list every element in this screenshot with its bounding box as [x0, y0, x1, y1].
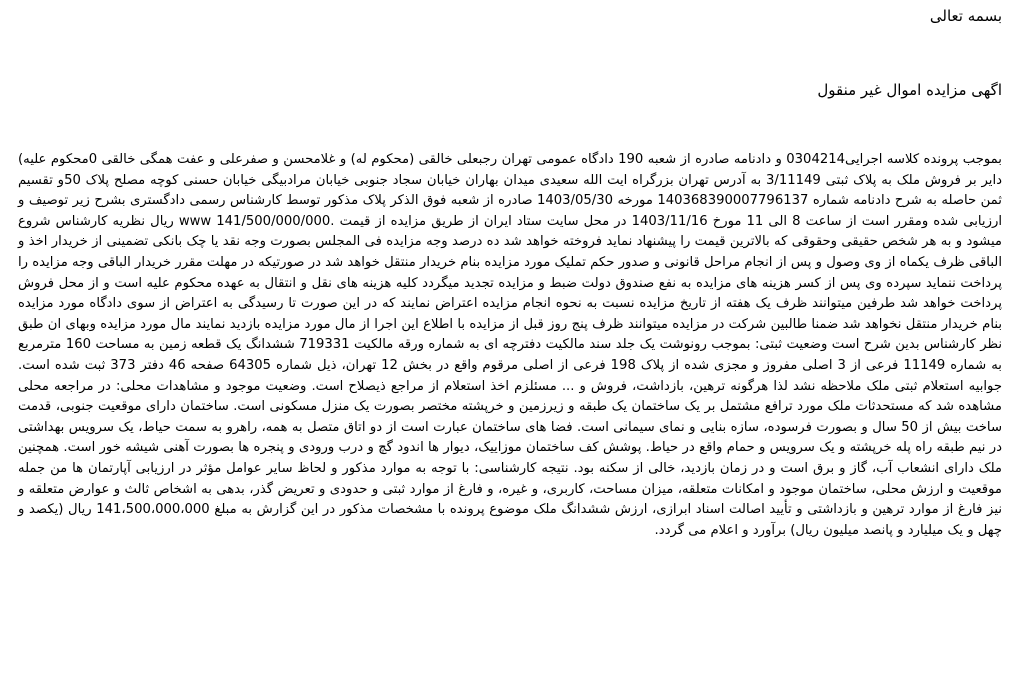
announcement-body: بموجب پرونده کلاسه اجرایی0304214 و دادنامه صادره از شعبه 190 دادگاه عمومی تهران رجبعلی خالقی (محکوم له) و غلامحسن و صفرعلی و عفت همگی خالقی 0محکوم علیه) دایر بر فروش ملک به پلاک ثبتی 3/11149 به آدرس تهران بزرگراه ایت الله سعیدی میدان بهاران خیابان سجاد جنوبی خیابان مرادبیگی خیابان حسنی کوچه مصلح پلاک 50و تقسیم ثمن حاصله به شرح دادنامه شماره 140368390007796137 مورخه 1403/05/30 صادره از شعبه فوق الذکر پلاک مذکور توسط کارشناس رسمی دادگستری بشرح زیر توصیف و ارزیابی شده ومقرر است از ساعت 8 الی 11 مورخ 1403/11/16 در محل سایت ستاد ایران از طریق مزایده از قیمت .www 141/500/000/000 ریال نظریه کارشناس شروع میشود و به هر شخص حقیقی وحقوقی که بالاترین قیمت را پیشنهاد نماید فروخته خواهد شد ده درصد وجه مزایده فی المجلس بصورت وجه نقد یا چک بانکی تضمینی از خریدار اخذ و الباقی ظرف یکماه از وی وصول و پس از انجام مراحل قانونی و صدور حکم تملیک مورد مزایده بنام خریدار منتقل خواهد شد در صورتیکه در مهلت مقرر خریدار الباقی وجه مزایده را پرداخت ننماید سپرده وی پس از کسر هزینه های مزایده به نفع صندوق دولت ضبط و مزایده تجدید میگردد کلیه هزینه های نقل و انتقال به عهده محکوم علیه است و از محل فروش پرداخت خواهد شد طرفین میتوانند ظرف یک هفته از تاریخ مزایده نسبت به نحوه انجام مزایده اعتراض نمایند که در این صورت تا رسیدگی به اعتراض از سوی دادگاه مورد مزایده بنام خریدار منتقل نخواهد شد ضمنا طالبین شرکت در مزایده میتوانند ظرف پنج روز قبل از مزایده با اطلاع این اجرا از مال مورد مزایده بازدید نمایند مال مورد مزایده وبهای ان طبق نظر کارشناس بدین شرح است وضعیت ثبتی: بموجب رونوشت یک جلد سند مالکیت دفترچه ای به شماره ورقه مالکیت 719331 ششدانگ یک قطعه زمین به مساحت 160 مترمربع به شماره 11149 فرعی از 3 اصلی مفروز و مجزی شده از پلاک 198 فرعی از اصلی مرقوم واقع در بخش 12 تهران، ذیل شماره 64305 صفحه 46 دفتر 373 ثبت شده است. جوابیه استعلام ثبتی ملک ملاحظه نشد لذا هرگونه ترهین، بازداشت، فروش و ... مسئلزم اخذ استعلام از مراجع ذیصلاح است. وضعیت موجود و مشاهدات محلی: در مراجعه محلی مشاهده شد که مستحدثات ملک مورد ترافع مشتمل بر یک ساختمان یک طبقه و زیرزمین و خرپشته مختصر بصورت یک منزل مسکونی است. ساختمان دارای موقعیت جنوبی، قدمت ساخت بیش از 50 سال و بصورت فرسوده، سازه بنایی و نمای سیمانی است. فضا های ساختمان عبارت است از دو اتاق متصل به همه، راهرو به سمت حیاط، یک سرویس بهداشتی در نیم طبقه راه پله خرپشته و یک سرویس و حمام واقع در حیاط. پوشش کف ساختمان موزاییک، دیوار ها اندود گچ و درب ورودی و پنجره ها بصورت آهنی شیشه خور است. همچنین ملک دارای انشعاب آب، گاز و برق است و در زمان بازدید، خالی از سکنه بود. نتیجه کارشناسی: با توجه به موارد مذکور و لحاظ سایر عوامل مؤثر در ارزیابی آپارتمان ها من جمله موقعیت و ارزش محلی، ساختمان موجود و امکانات متعلقه، میزان مساحت، کاربری، و غیره، و فارغ از موارد ثبتی و حدودی و تعریض گذر، بدهی به اشخاص ثالث و عوارض متعلقه و نیز فارغ از موارد ترهین و بازداشتی و تأیید اصالت اسناد ابرازی، ارزش ششدانگ ملک موضوع پرونده با مشخصات مذکور در این گزارش به مبلغ 141،500،000،000 ریال (یکصد و چهل و یک میلیارد و پانصد میلیون ریال) برآورد و اعلام می گردد. — [18, 152, 1003, 538]
document-title: اگهی مزایده اموال غیر منقول — [817, 81, 1002, 99]
blessing-heading: بسمه تعالی — [929, 7, 1002, 25]
